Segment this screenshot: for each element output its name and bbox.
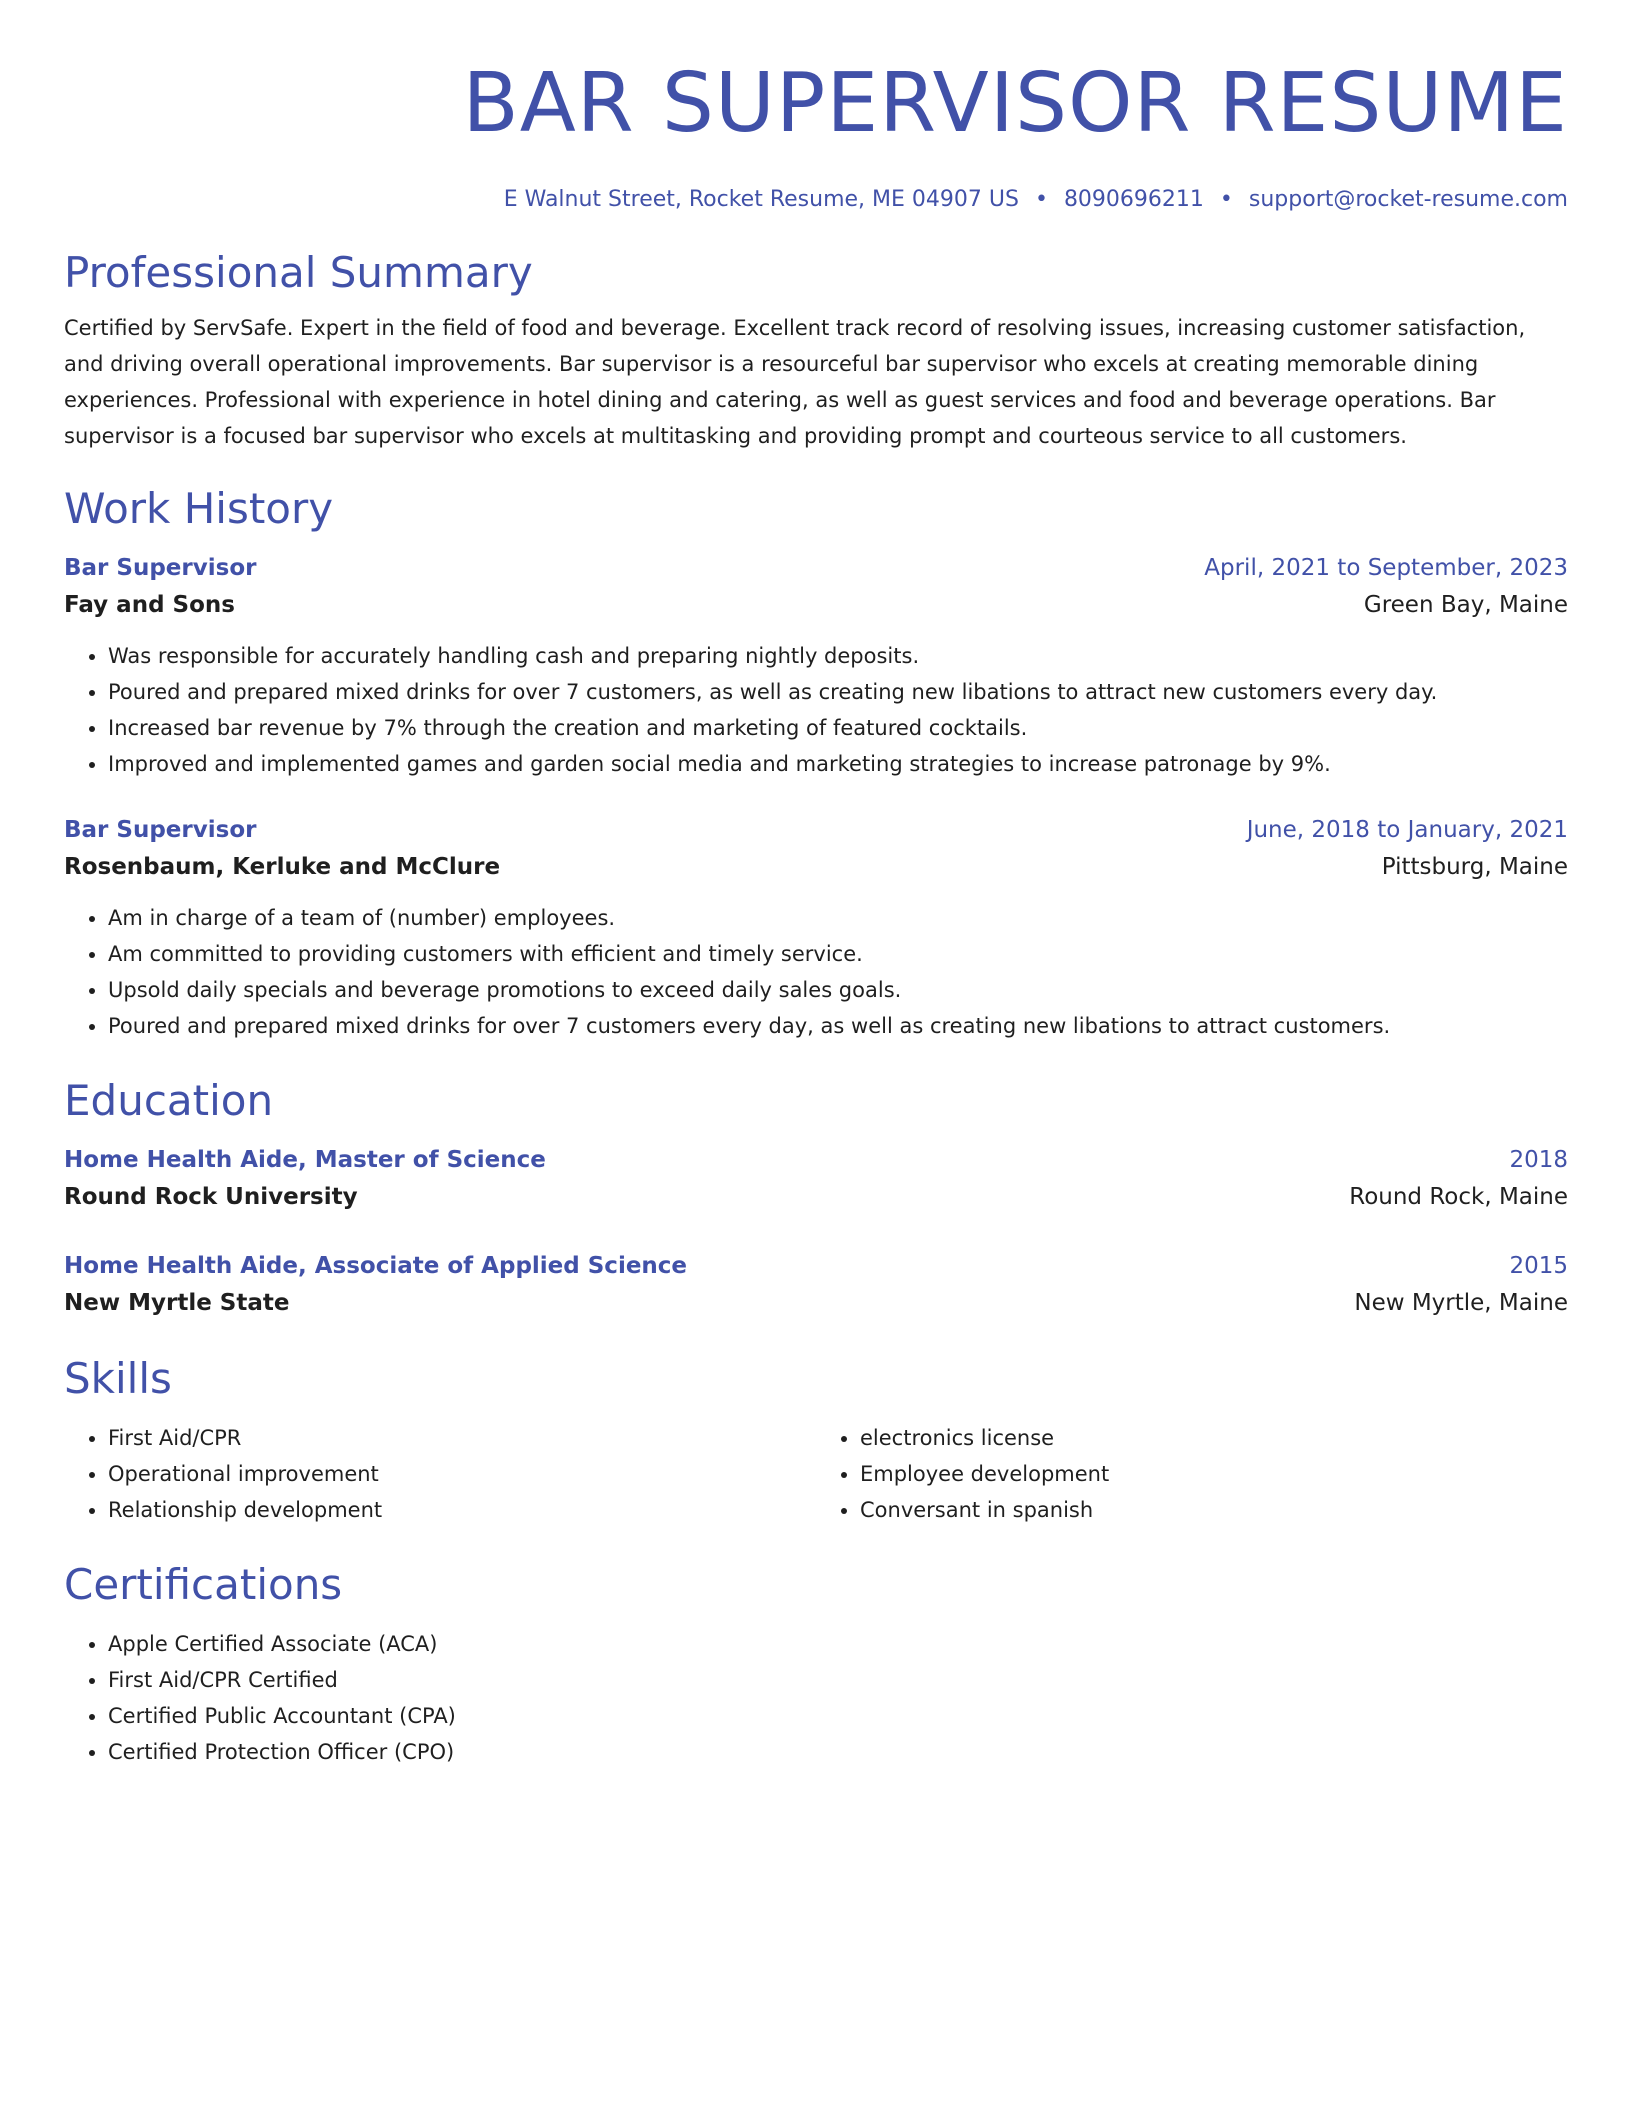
job-dates: April, 2021 to September, 2023 xyxy=(1204,555,1568,581)
education-year: 2018 xyxy=(1509,1147,1568,1173)
job-company-row xyxy=(64,586,1568,624)
contact-separator: • xyxy=(1219,187,1233,212)
skill-item: • Employee development xyxy=(860,1456,1568,1492)
job-bullet: • Am in charge of a team of (number) employees. xyxy=(108,900,1568,936)
job-title: Bar Supervisor xyxy=(64,817,257,843)
education-school: Round Rock University xyxy=(64,1184,358,1210)
skills-heading: Skills xyxy=(64,1354,172,1403)
certifications-heading: Certifications xyxy=(64,1560,343,1609)
summary-text: Certified by ServSafe. Expert in the field of food and beverage. Excellent track record of resolving issues, increasing customer satisfaction, and driving overall operational improvements. Bar supervisor is a resourceful bar supervisor who excels at creating memorable dining experiences. Professional with experience in hotel dining and catering, as well as guest services and food and beverage operations. Bar supervisor is a focused bar supervisor who excels at multitasking and providing prompt and courteous service to all customers. xyxy=(64,316,1526,448)
work-history-section xyxy=(64,482,1568,1044)
certification-item: • First Aid/CPR Certified xyxy=(108,1662,1568,1698)
skills-grid xyxy=(64,1420,1568,1528)
contact-address: E Walnut Street, Rocket Resume, ME 04907 US xyxy=(503,187,1019,212)
education-header-row xyxy=(64,1142,1568,1178)
resume-title: BAR SUPERVISOR RESUME xyxy=(462,56,1568,151)
job-bullet: • Was responsible for accurately handling cash and preparing nightly deposits. xyxy=(108,638,1568,674)
skill-item: • First Aid/CPR xyxy=(108,1420,816,1456)
skills-section xyxy=(64,1352,1568,1528)
education-header-row xyxy=(64,1248,1568,1284)
education-degree: Home Health Aide, Master of Science xyxy=(64,1147,546,1173)
contact-separator: • xyxy=(1034,187,1048,212)
job-bullet: • Poured and prepared mixed drinks for over 7 customers every day, as well as creating new libations to attract customers. xyxy=(108,1008,1568,1044)
job-bullet: • Increased bar revenue by 7% through the creation and marketing of featured cocktails. xyxy=(108,710,1568,746)
education-school-row xyxy=(64,1284,1568,1322)
job-entry xyxy=(64,812,1568,1044)
education-school: New Myrtle State xyxy=(64,1290,290,1316)
job-bullet: • Am committed to providing customers with efficient and timely service. xyxy=(108,936,1568,972)
certification-item: • Certified Public Accountant (CPA) xyxy=(108,1698,1568,1734)
education-year: 2015 xyxy=(1509,1253,1568,1279)
job-dates: June, 2018 to January, 2021 xyxy=(1246,817,1568,843)
skill-item: • electronics license xyxy=(860,1420,1568,1456)
contact-phone: 8090696211 xyxy=(1063,187,1204,212)
skill-item: • Operational improvement xyxy=(108,1456,816,1492)
job-company: Rosenbaum, Kerluke and McClure xyxy=(64,854,501,880)
education-entry xyxy=(64,1142,1568,1216)
certification-item: • Apple Certified Associate (ACA) xyxy=(108,1626,1568,1662)
education-location: Round Rock, Maine xyxy=(1349,1184,1568,1210)
certifications-section xyxy=(64,1558,1568,1770)
education-degree: Home Health Aide, Associate of Applied Science xyxy=(64,1253,688,1279)
summary-heading: Professional Summary xyxy=(64,248,533,297)
education-section xyxy=(64,1074,1568,1322)
contact-line xyxy=(64,184,1568,216)
skills-list-left xyxy=(64,1420,816,1528)
education-school-row xyxy=(64,1178,1568,1216)
skill-item: • Conversant in spanish xyxy=(860,1492,1568,1528)
job-location: Pittsburg, Maine xyxy=(1381,854,1568,880)
job-bullet: • Upsold daily specials and beverage promotions to exceed daily sales goals. xyxy=(108,972,1568,1008)
job-bullets xyxy=(64,900,1568,1044)
job-header-row xyxy=(64,550,1568,586)
skill-item: • Relationship development xyxy=(108,1492,816,1528)
job-company: Fay and Sons xyxy=(64,592,235,618)
education-location: New Myrtle, Maine xyxy=(1354,1290,1568,1316)
certifications-list xyxy=(64,1626,1568,1770)
job-bullet: • Poured and prepared mixed drinks for over 7 customers, as well as creating new libations to attract new customers every day. xyxy=(108,674,1568,710)
education-entry xyxy=(64,1248,1568,1322)
job-company-row xyxy=(64,848,1568,886)
skills-list-right xyxy=(816,1420,1568,1528)
summary-section xyxy=(64,246,1568,454)
job-header-row xyxy=(64,812,1568,848)
education-heading: Education xyxy=(64,1076,274,1125)
contact-email[interactable]: support@rocket-resume.com xyxy=(1248,187,1568,212)
job-bullet: • Improved and implemented games and garden social media and marketing strategies to increase patronage by 9%. xyxy=(108,746,1568,782)
certification-item: • Certified Protection Officer (CPO) xyxy=(108,1734,1568,1770)
work-history-heading: Work History xyxy=(64,484,334,533)
job-location: Green Bay, Maine xyxy=(1363,592,1568,618)
job-title: Bar Supervisor xyxy=(64,555,257,581)
job-entry xyxy=(64,550,1568,782)
job-bullets xyxy=(64,638,1568,782)
